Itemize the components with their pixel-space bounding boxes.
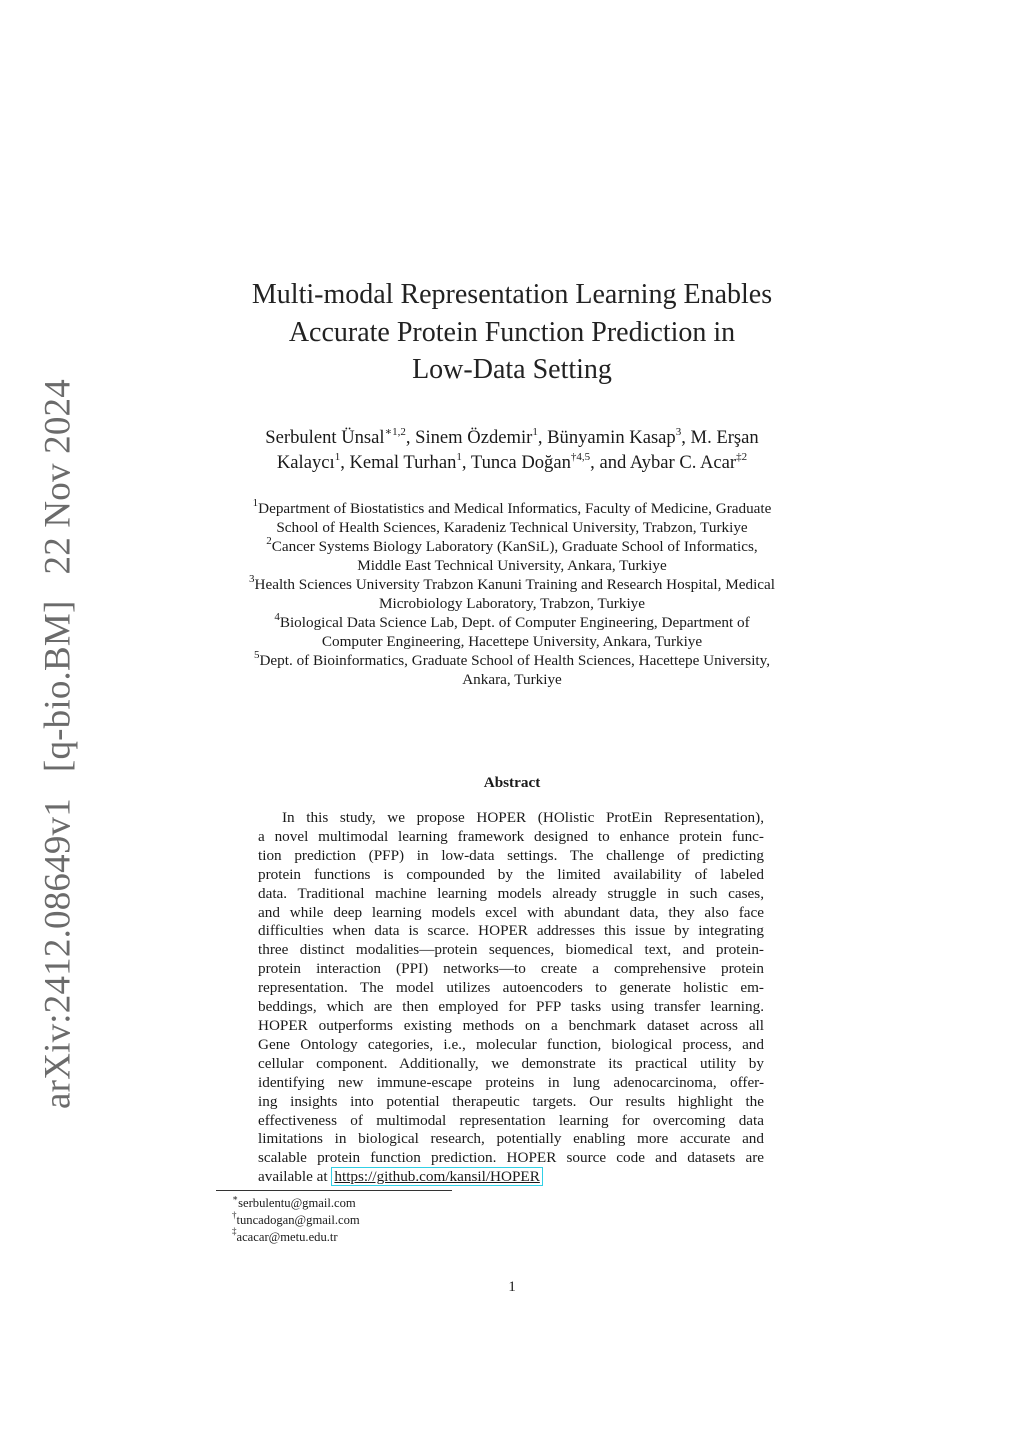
affiliation-line: $^4$Biological Data Science Lab, Dept. of Computer Engineering, Department of	[274, 610, 750, 631]
affiliation-number: 1	[252, 496, 259, 509]
footnote	[232, 1209, 360, 1229]
author-name: Sinem Özdemir	[415, 427, 533, 448]
page-number: 1	[508, 1278, 516, 1295]
footnote-email: serbulentu@gmail.com	[238, 1196, 356, 1210]
author-affiliation-mark: 1	[456, 450, 462, 463]
abstract-line: three distinct modalities—protein sequences, biomedical text, and protein-	[258, 941, 764, 959]
author-line: Serbulent Ünsal$^{∗1,2}$, Sinem Özdemir$^1$, Bünyamin Kasap$^3$, M. Erşan	[265, 425, 759, 448]
abstract-line: a novel multimodal learning framework designed to enhance protein func-	[258, 827, 764, 845]
abstract-line: protein interaction (PPI) networks—to create a comprehensive protein	[258, 960, 764, 978]
abstract-line: representation. The model utilizes autoencoders to generate holistic em-	[258, 979, 764, 997]
footnote	[232, 1192, 360, 1212]
author-name: Kalaycı	[276, 452, 335, 473]
affiliation-line: $^2$Cancer Systems Biology Laboratory (KanSiL), Graduate School of Informatics,	[266, 534, 758, 555]
affiliation-number: 4	[274, 610, 280, 623]
affiliation-line: Computer Engineering, Hacettepe University, Ankara, Turkiye	[321, 633, 703, 650]
author-name: Tunca Doğan	[470, 452, 571, 473]
affiliation-line: $^5$Dept. of Bioinformatics, Graduate School of Health Sciences, Hacettepe University,	[253, 648, 771, 669]
footnote-email: tuncadogan@gmail.com	[236, 1212, 360, 1227]
footnote-mark: ∗	[232, 1192, 239, 1203]
title-line: Multi-modal Representation Learning Enables	[251, 279, 773, 310]
footnote-mark: †	[232, 1209, 237, 1220]
arxiv-id: arXiv:2412.08649v1	[37, 798, 79, 1109]
abstract-line: available at https://github.com/kansil/HOPER	[258, 1168, 764, 1187]
affiliation-line: $^1$Department of Biostatistics and Medical Informatics, Faculty of Medicine, Graduate	[252, 496, 772, 517]
title-line: Low-Data Setting	[412, 354, 612, 385]
affiliation-line: Microbiology Laboratory, Trabzon, Turkiye	[378, 595, 646, 612]
affiliation-line: Middle East Technical University, Ankara, Turkiye	[357, 557, 667, 574]
title-line: Accurate Protein Function Prediction in	[288, 316, 736, 348]
footnote-mark: ‡	[232, 1226, 237, 1237]
abstract-line: effectiveness of multimodal representation learning for overcoming data	[258, 1111, 764, 1129]
abstract-line: data. Traditional machine learning models already struggle in such cases,	[258, 884, 764, 902]
abstract-heading: Abstract	[483, 774, 541, 791]
abstract-line: protein functions is compounded by the limited availability of labeled	[258, 865, 764, 883]
github-link[interactable]: https://github.com/kansil/HOPER	[331, 1167, 542, 1186]
affiliation-list	[200, 496, 824, 689]
arxiv-category: [q-bio.BM]	[37, 600, 79, 773]
affiliation-number: 3	[249, 572, 255, 585]
abstract-line: beddings, which are then employed for PFP tasks using transfer learning.	[258, 998, 764, 1016]
abstract-body	[258, 809, 764, 1187]
author-affiliation-mark: †4,5	[570, 450, 591, 463]
affiliation-line: Ankara, Turkiye	[462, 671, 562, 688]
author-affiliation-mark: 1	[334, 450, 341, 463]
abstract-line: tion prediction (PFP) in low-data settings. The challenge of predicting	[258, 846, 764, 864]
affiliation-line: School of Health Sciences, Karadeniz Technical University, Trabzon, Turkiye	[276, 519, 748, 536]
abstract-line: and while deep learning models excel with abundant data, they also face	[258, 903, 764, 921]
affiliation-line: $^3$Health Sciences University Trabzon Kanuni Training and Research Hospital, Medical	[249, 572, 775, 593]
author-affiliation-mark: ∗1,2	[384, 425, 406, 438]
abstract-line: In this study, we propose HOPER (HOlistic ProtEin Representation),	[282, 809, 764, 826]
abstract-line: difficulties when data is scarce. HOPER addresses this issue by integrating	[258, 922, 764, 940]
paper-title	[200, 276, 824, 389]
author-affiliation-mark: ‡2	[736, 450, 748, 463]
arxiv-sidebar-stamp	[37, 379, 80, 1109]
abstract-line: Gene Ontology categories, i.e., molecular function, biological process, and	[258, 1035, 764, 1053]
author-name: Kemal Turhan	[349, 452, 457, 473]
abstract-line: cellular component. Additionally, we demonstrate its practical utility by	[258, 1054, 764, 1072]
author-name: M. Erşan	[690, 427, 759, 448]
abstract-line: ing insights into potential therapeutic targets. Our results highlight the	[258, 1092, 764, 1110]
footnote-rule	[216, 1190, 452, 1191]
affiliation-number: 5	[253, 648, 260, 661]
abstract-line: HOPER outperforms existing methods on a benchmark dataset across all	[258, 1016, 764, 1034]
affiliation-number: 2	[266, 534, 272, 547]
abstract-line: limitations in biological research, potentially enabling more accurate and	[258, 1130, 764, 1148]
author-affiliation-mark: 1	[532, 425, 538, 438]
abstract-line: identifying new immune-escape proteins in lung adenocarcinoma, offer-	[258, 1073, 764, 1091]
footnote-email: acacar@metu.edu.tr	[236, 1229, 338, 1244]
author-list	[200, 425, 824, 475]
footnote	[232, 1226, 360, 1246]
arxiv-date: 22 Nov 2024	[37, 379, 79, 575]
abstract-line: scalable protein function prediction. HOPER source code and datasets are	[258, 1149, 764, 1167]
author-name: Bünyamin Kasap	[547, 427, 676, 448]
author-name: and Aybar C. Acar	[599, 452, 737, 473]
author-line: Kalaycı$^1$, Kemal Turhan$^1$, Tunca Doğan$^{\dagger 4,5}$, and Aybar C. Acar$^{\ddagger 2}$	[276, 450, 748, 473]
author-name: Serbulent Ünsal	[265, 427, 385, 448]
author-affiliation-mark: 3	[675, 425, 682, 438]
footnotes	[232, 1192, 360, 1245]
